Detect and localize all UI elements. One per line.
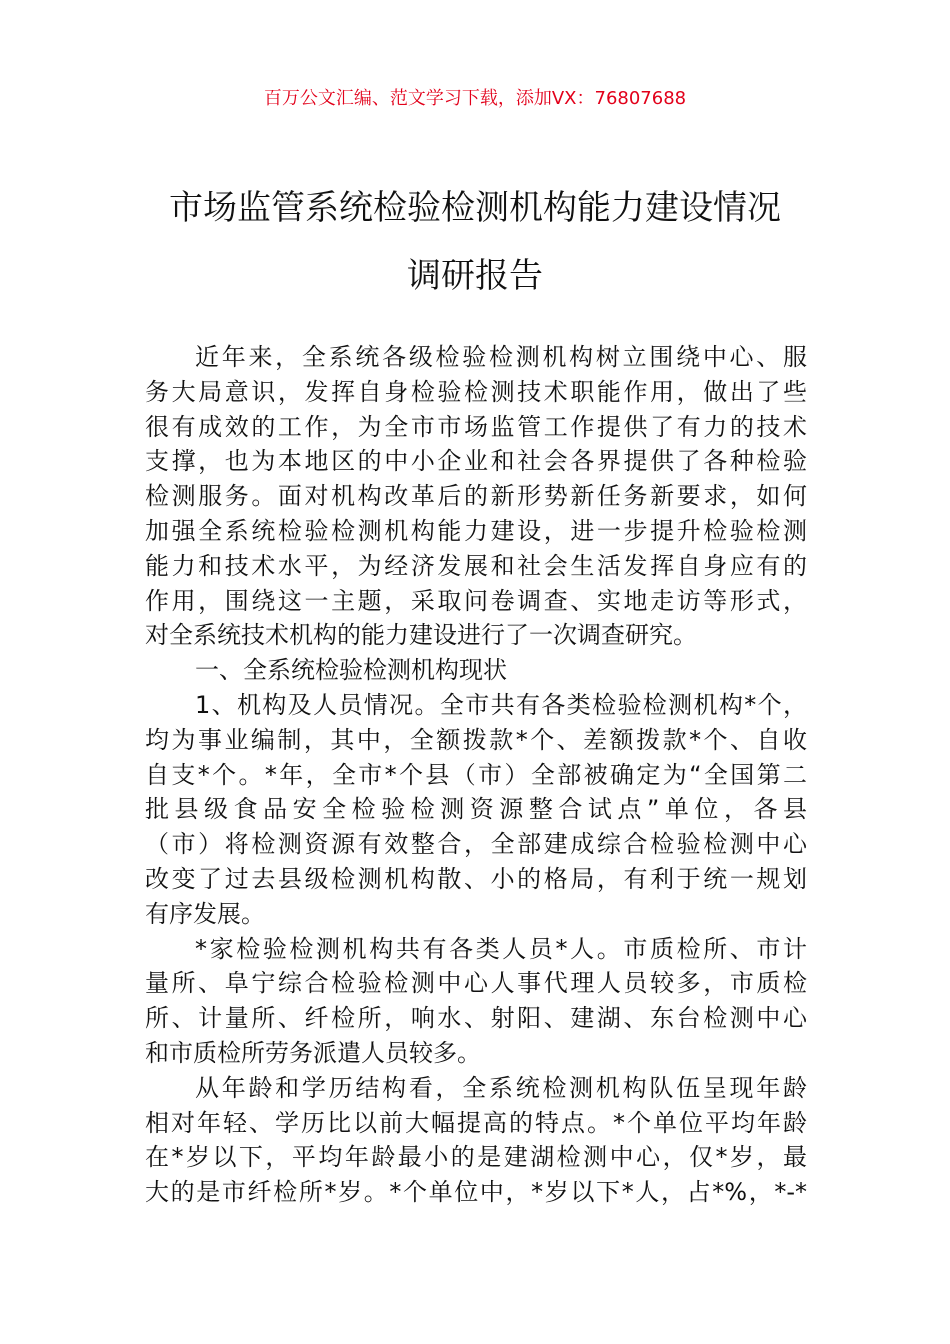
text-line: 所、计量所、纤检所，响水、射阳、建湖、东台检测中心 <box>145 1004 807 1033</box>
text-line: 务大局意识，发挥自身检验检测技术职能作用，做出了些 <box>145 377 807 406</box>
text-line: 作用，围绕这一主题，采取问卷调查、实地走访等形式， <box>145 586 807 615</box>
text-line: 能力和技术水平，为经济发展和社会生活发挥自身应有的 <box>145 551 807 580</box>
text-line: 均为事业编制，其中，全额拨款*个、差额拨款*个、自收 <box>145 725 807 754</box>
text-line: 加强全系统检验检测机构能力建设，进一步提升检验检测 <box>145 516 807 545</box>
text-line: 很有成效的工作，为全市市场监管工作提供了有力的技术 <box>145 412 807 441</box>
text-line: 近年来，全系统各级检验检测机构树立围绕中心、服 <box>195 343 807 371</box>
text-line: 量所、阜宁综合检验检测中心人事代理人员较多，市质检 <box>145 969 807 998</box>
text-line: 检测服务。面对机构改革后的新形势新任务新要求，如何 <box>145 482 807 511</box>
text-line: 从年龄和学历结构看，全系统检测机构队伍呈现年龄 <box>195 1073 807 1102</box>
text-line: 1、机构及人员情况。全市共有各类检验检测机构*个， <box>195 690 807 719</box>
text-line: 支撑，也为本地区的中小企业和社会各界提供了各种检验 <box>145 447 807 476</box>
watermark-header: 百万公文汇编、范文学习下载，添加VX：76807688 <box>263 88 687 109</box>
text-line: 有序发展。 <box>145 899 265 928</box>
text-line: 改变了过去县级检测机构散、小的格局，有利于统一规划 <box>145 864 807 893</box>
text-line: 和市质检所劳务派遣人员较多。 <box>145 1038 481 1067</box>
text-line: 对全系统技术机构的能力建设进行了一次调查研究。 <box>145 621 697 650</box>
text-line: 大的是市纤检所*岁。*个单位中，*岁以下*人，占*%，*-* <box>145 1178 807 1207</box>
document-body <box>145 340 807 1210</box>
document-subtitle: 调研报告 <box>407 256 543 296</box>
text-line: *家检验检测机构共有各类人员*人。市质检所、市计 <box>195 934 807 963</box>
document-title: 市场监管系统检验检测机构能力建设情况 <box>169 188 781 228</box>
text-line: 相对年轻、学历比以前大幅提高的特点。*个单位平均年龄 <box>145 1108 807 1137</box>
text-line: 在*岁以下，平均年龄最小的是建湖检测中心，仅*岁，最 <box>145 1143 807 1172</box>
text-line: 自支*个。*年，全市*个县（市）全部被确定为“全国第二 <box>145 760 807 789</box>
text-line: 一、全系统检验检测机构现状 <box>195 656 507 685</box>
text-line: （市）将检测资源有效整合，全部建成综合检验检测中心 <box>145 830 807 859</box>
text-line: 批县级食品安全检验检测资源整合试点”单位，各县 <box>145 795 807 824</box>
